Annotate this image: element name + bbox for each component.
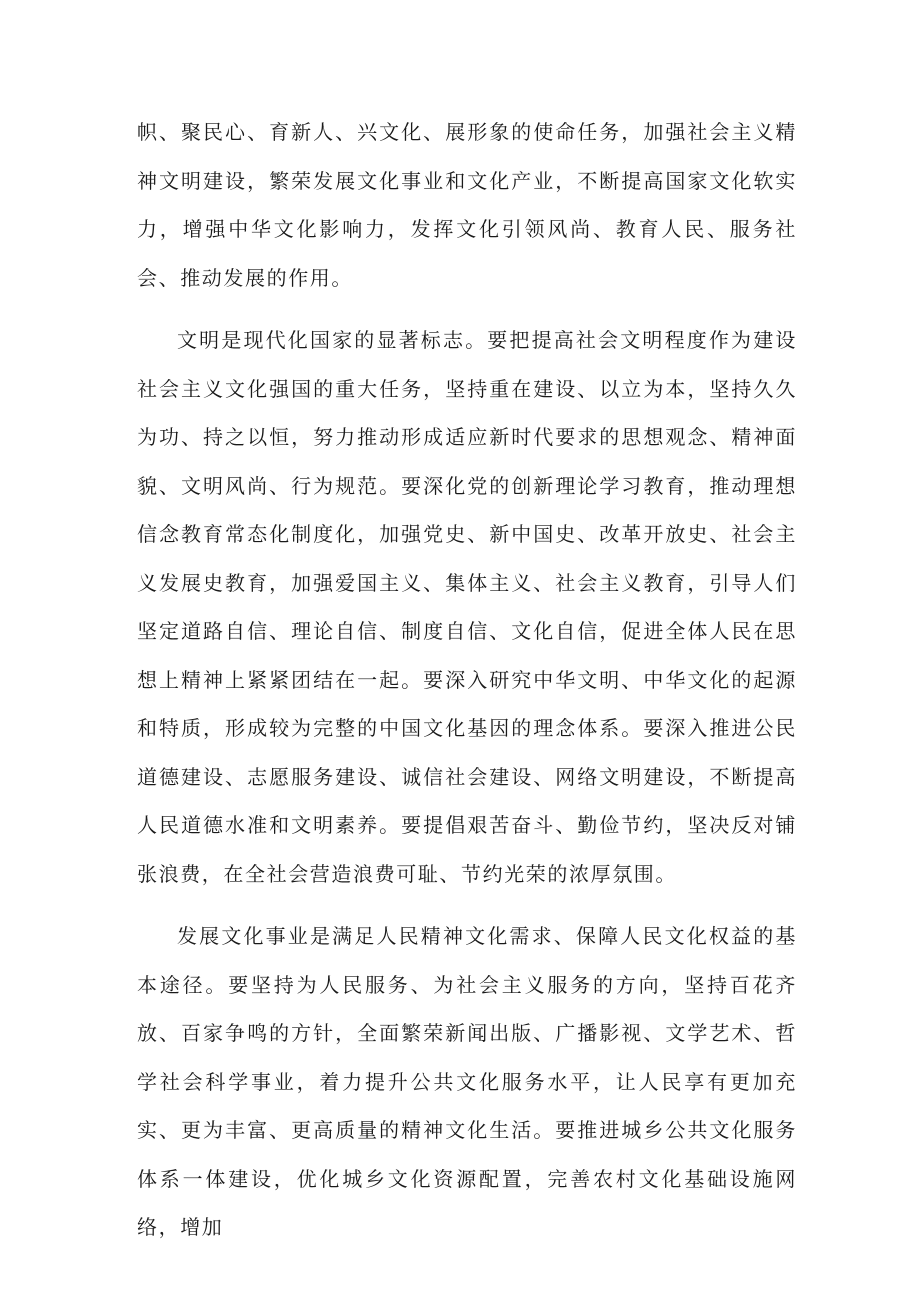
document-body [137, 108, 797, 1252]
paragraph-continuation: 帜、聚民心、育新人、兴文化、展形象的使命任务，加强社会主义精神文明建设，繁荣发展文化事业和文化产业，不断提高国家文化软实力，增强中华文化影响力，发挥文化引领风尚、教育人民、服务社会、推动发展的作用。 [137, 120, 797, 290]
paragraph-cultural-undertakings: 发展文化事业是满足人民精神文化需求、保障人民文化权益的基本途径。要坚持为人民服务、为社会主义服务的方向，坚持百花齐放、百家争鸣的方针，全面繁荣新闻出版、广播影视、文学艺术、哲学社会科学事业，着力提升公共文化服务水平，让人民享有更加充实、更为丰富、更高质量的精神文化生活。要推进城乡公共文化服务体系一体建设，优化城乡文化资源配置，完善农村文化基础设施网络，增加 [137, 924, 797, 1239]
paragraph-social-civilization: 文明是现代化国家的显著标志。要把提高社会文明程度作为建设社会主义文化强国的重大任务，坚持重在建设、以立为本，坚持久久为功、持之以恒，努力推动形成适应新时代要求的思想观念、精神面貌、文明风尚、行为规范。要深化党的创新理论学习教育，推动理想信念教育常态化制度化，加强党史、新中国史、改革开放史、社会主义发展史教育，加强爱国主义、集体主义、社会主义教育，引导人们坚定道路自信、理论自信、制度自信、文化自信，促进全体人民在思想上精神上紧紧团结在一起。要深入研究中华文明、中华文化的起源和特质，形成较为完整的中国文化基因的理念体系。要深入推进公民道德建设、志愿服务建设、诚信社会建设、网络文明建设，不断提高人民道德水准和文明素养。要提倡艰苦奋斗、勤俭节约，坚决反对铺张浪费，在全社会营造浪费可耻、节约光荣的浓厚氛围。 [137, 328, 797, 886]
